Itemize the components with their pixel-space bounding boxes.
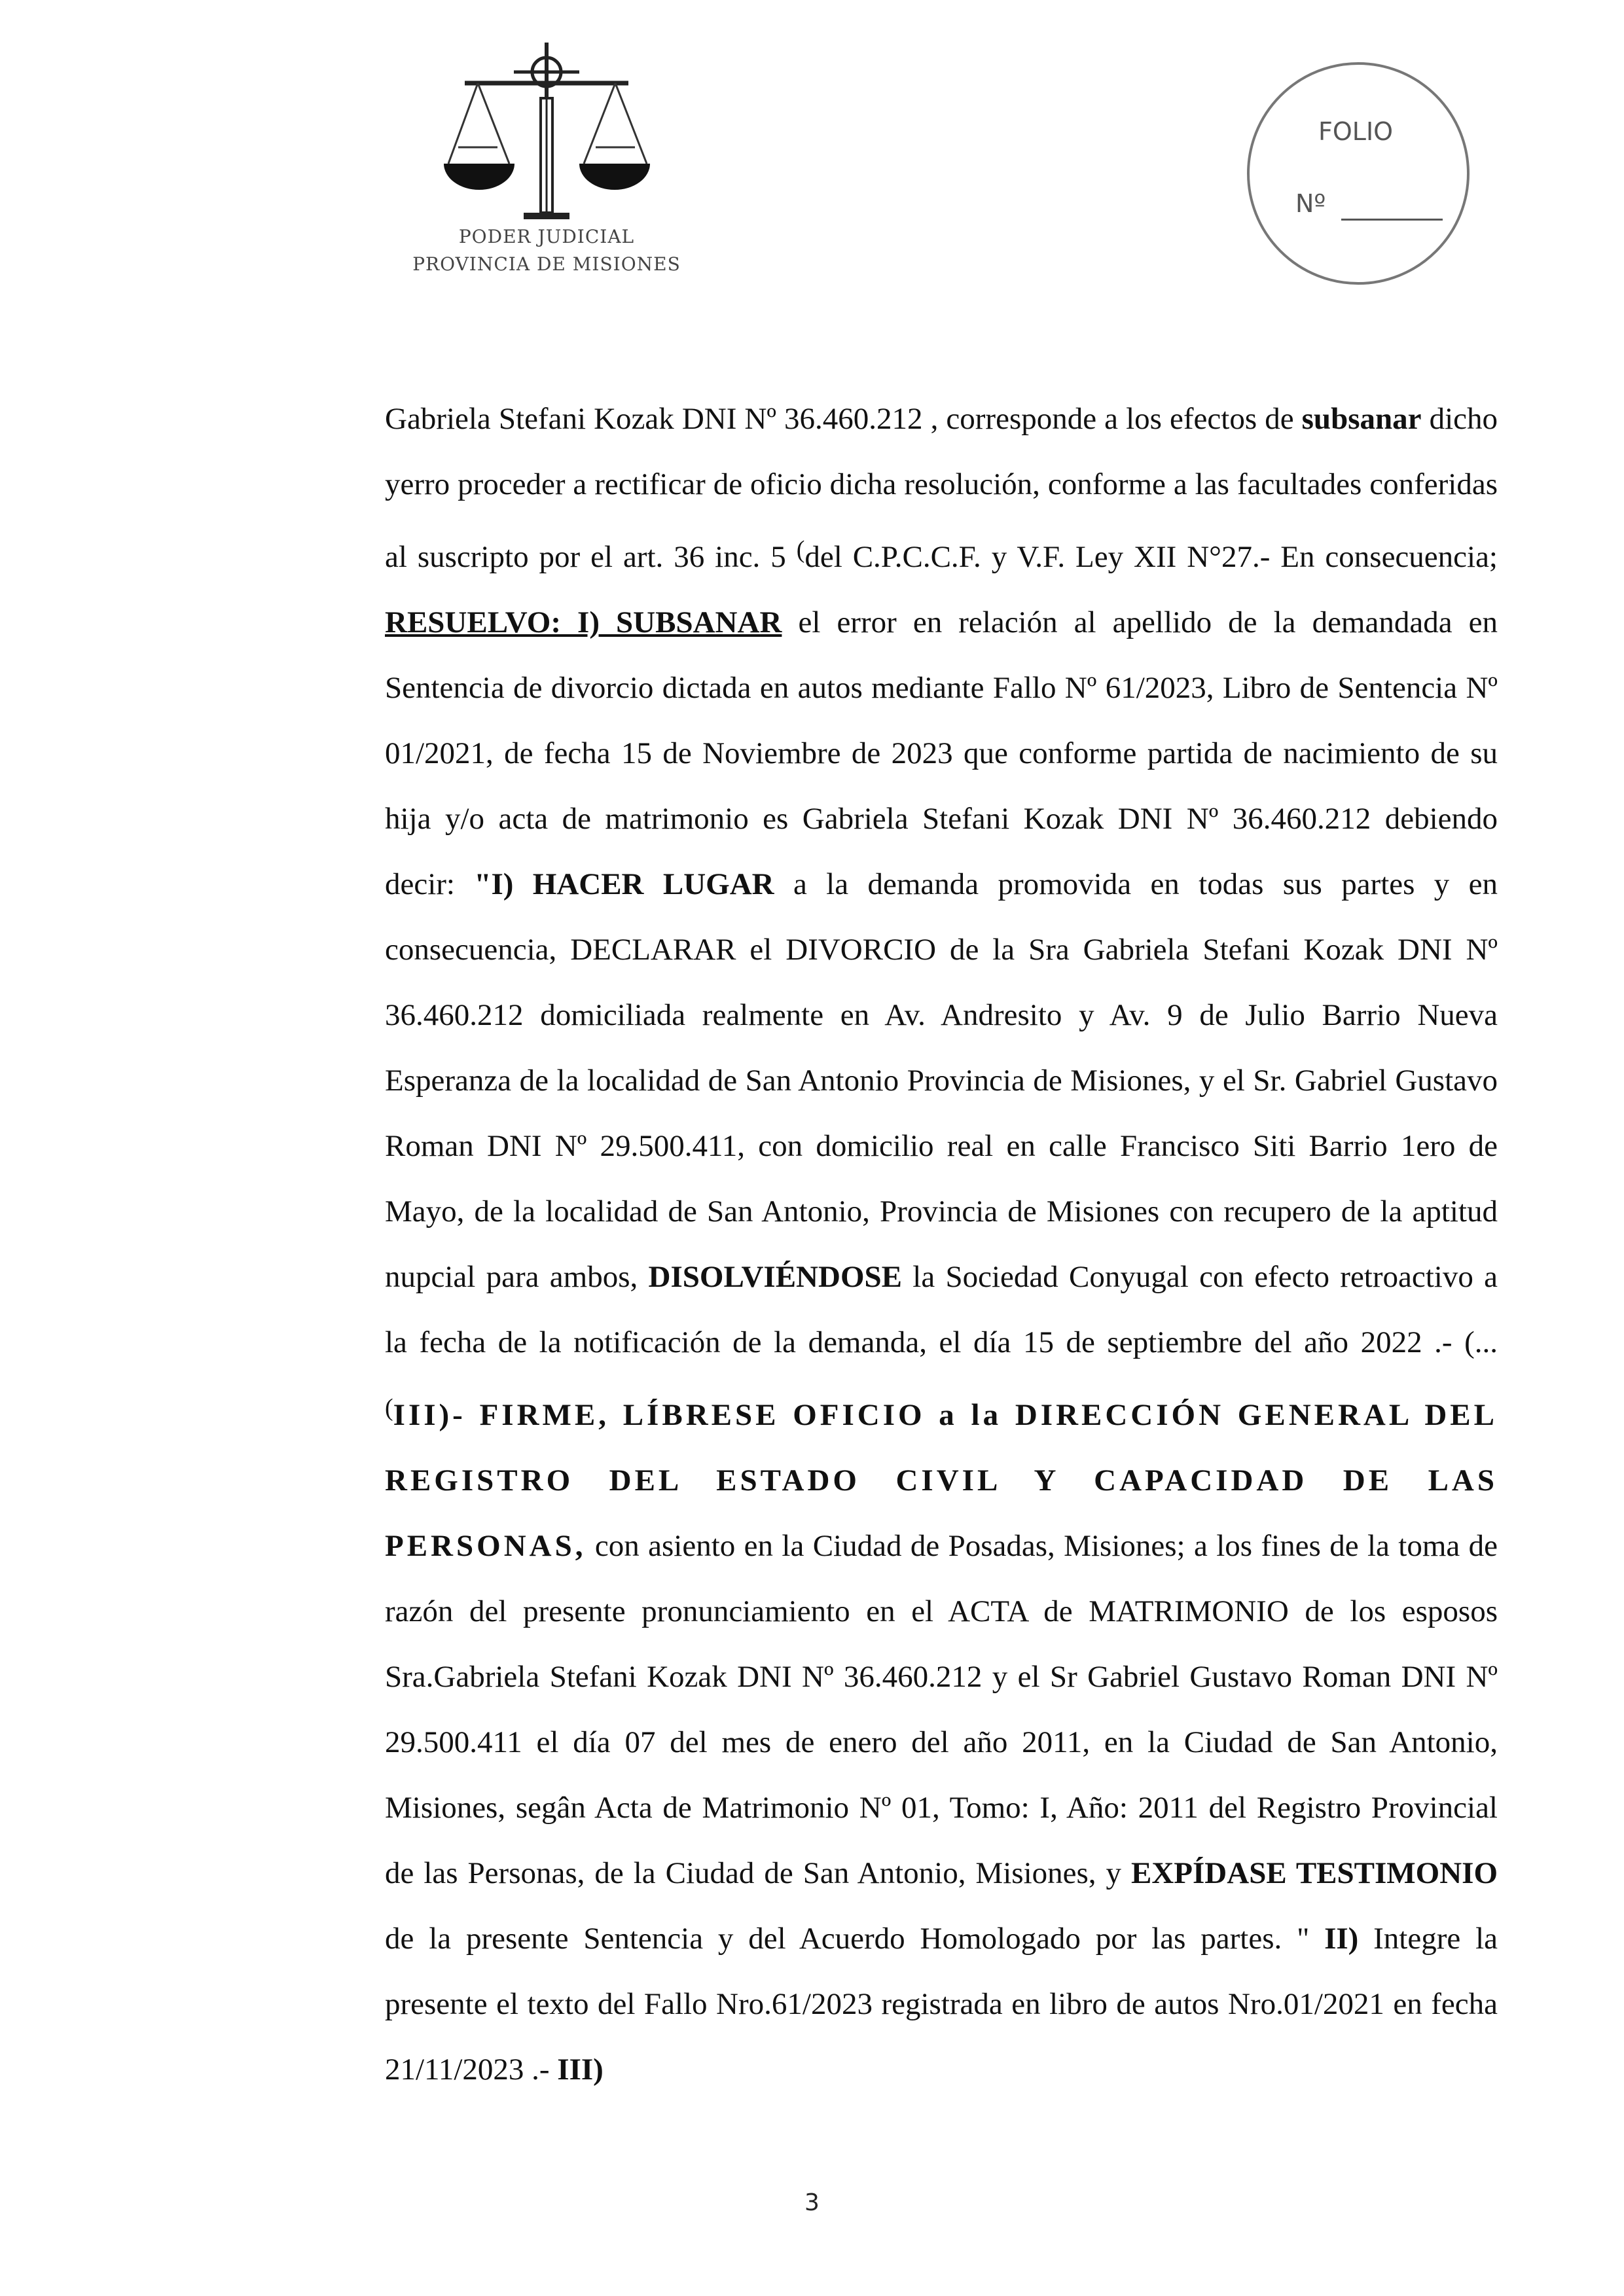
superscript-paren: (: [385, 1394, 393, 1422]
text-run: el error en relación al apellido de la demandada en Sentencia de divorcio dictada en autos mediante Fallo Nº 61/2023, Libro de Sentencia Nº 01/2021, de fecha 15 de Noviembre de 2023 que conforme partida de nacimiento de su hija y/o acta de matrimonio es Gabriela Stefani Kozak DNI Nº 36.460.212 debiendo decir:: [385, 605, 1498, 901]
bold-expidase-testimonio: EXPÍDASE TESTIMONIO: [1131, 1856, 1498, 1890]
scales-of-justice-icon: [393, 36, 700, 226]
folio-stamp: [1247, 62, 1470, 285]
text-run: con asiento en la Ciudad de Posadas, Misiones; a los fines de la toma de razón del presente pronunciamiento en el ACTA de MATRIMONIO de los esposos Sra.Gabriela Stefani Kozak DNI Nº 36.460.212 y el Sr Gabriel Gustavo Roman DNI Nº 29.500.411 el día 07 del mes de enero del año 2011, en la Ciudad de San Antonio, Misiones, segân Acta de Matrimonio Nº 01, Tomo: I, Año: 2011 del Registro Provincial de las Personas, de la Ciudad de San Antonio, Misiones, y: [385, 1529, 1498, 1890]
bold-subsanar: subsanar: [1301, 402, 1422, 436]
text-run: Integre la presente el texto del Fallo Nro.61/2023 registrada en libro de autos Nro.01/2021 en fecha 21/11/2023 .-: [385, 1922, 1498, 2087]
bold-firme-librese-oficio: III)- FIRME, LÍBRESE OFICIO a la DIRECCIÓN GENERAL DEL REGISTRO DEL ESTADO CIVIL Y CAPACIDAD DE LAS PERSONAS,: [385, 1398, 1498, 1563]
text-run: a la demanda promovida en todas sus partes y en consecuencia, DECLARAR el DIVORCIO de la Sra Gabriela Stefani Kozak DNI Nº 36.460.212 domiciliada realmente en Av. Andresito y Av. 9 de Julio Barrio Nueva Esperanza de la localidad de San Antonio Provincia de Misiones, y el Sr. Gabriel Gustavo Roman DNI Nº 29.500.411, con domicilio real en calle Francisco Siti Barrio 1ero de Mayo, de la localidad de San Antonio, Provincia de Misiones con recupero de la aptitud nupcial para ambos,: [385, 867, 1498, 1294]
text-run: dicho yerro proceder a rectificar de oficio dicha resolución, conforme a las facultades conferidas al suscripto por el art. 36 inc. 5: [385, 402, 1498, 574]
seal-line-2: PROVINCIA DE MISIONES: [412, 253, 681, 275]
superscript-paren: (: [796, 536, 805, 564]
folio-title: FOLIO: [1318, 117, 1394, 146]
page-number: 3: [804, 2189, 820, 2216]
resolution-body: [385, 386, 1498, 2102]
text-run: del C.P.C.C.F. y V.F. Ley XII N°27.- En consecuencia;: [804, 540, 1498, 574]
folio-number-label: Nº: [1295, 189, 1326, 218]
judicial-seal: [393, 36, 700, 298]
bold-item-iii: III): [557, 2053, 604, 2087]
text-run: de la presente Sentencia y del Acuerdo Homologado por las partes. ": [385, 1922, 1325, 1956]
bold-disolviendose: DISOLVIÉNDOSE: [648, 1260, 902, 1294]
bold-hacer-lugar: "I) HACER LUGAR: [474, 867, 774, 901]
folio-blank-line: [1341, 219, 1443, 221]
bold-underlined-resuelvo: RESUELVO: I) SUBSANAR: [385, 605, 782, 639]
text-run: la Sociedad Conyugal con efecto retroactivo a la fecha de la notificación de la demanda, el día 15 de septiembre del año 2022 .- (...: [385, 1260, 1498, 1359]
text-run: Gabriela Stefani Kozak DNI Nº 36.460.212 , corresponde a los efectos de: [385, 402, 1302, 436]
seal-line-1: PODER JUDICIAL: [458, 226, 635, 247]
bold-item-ii: II): [1324, 1922, 1359, 1956]
